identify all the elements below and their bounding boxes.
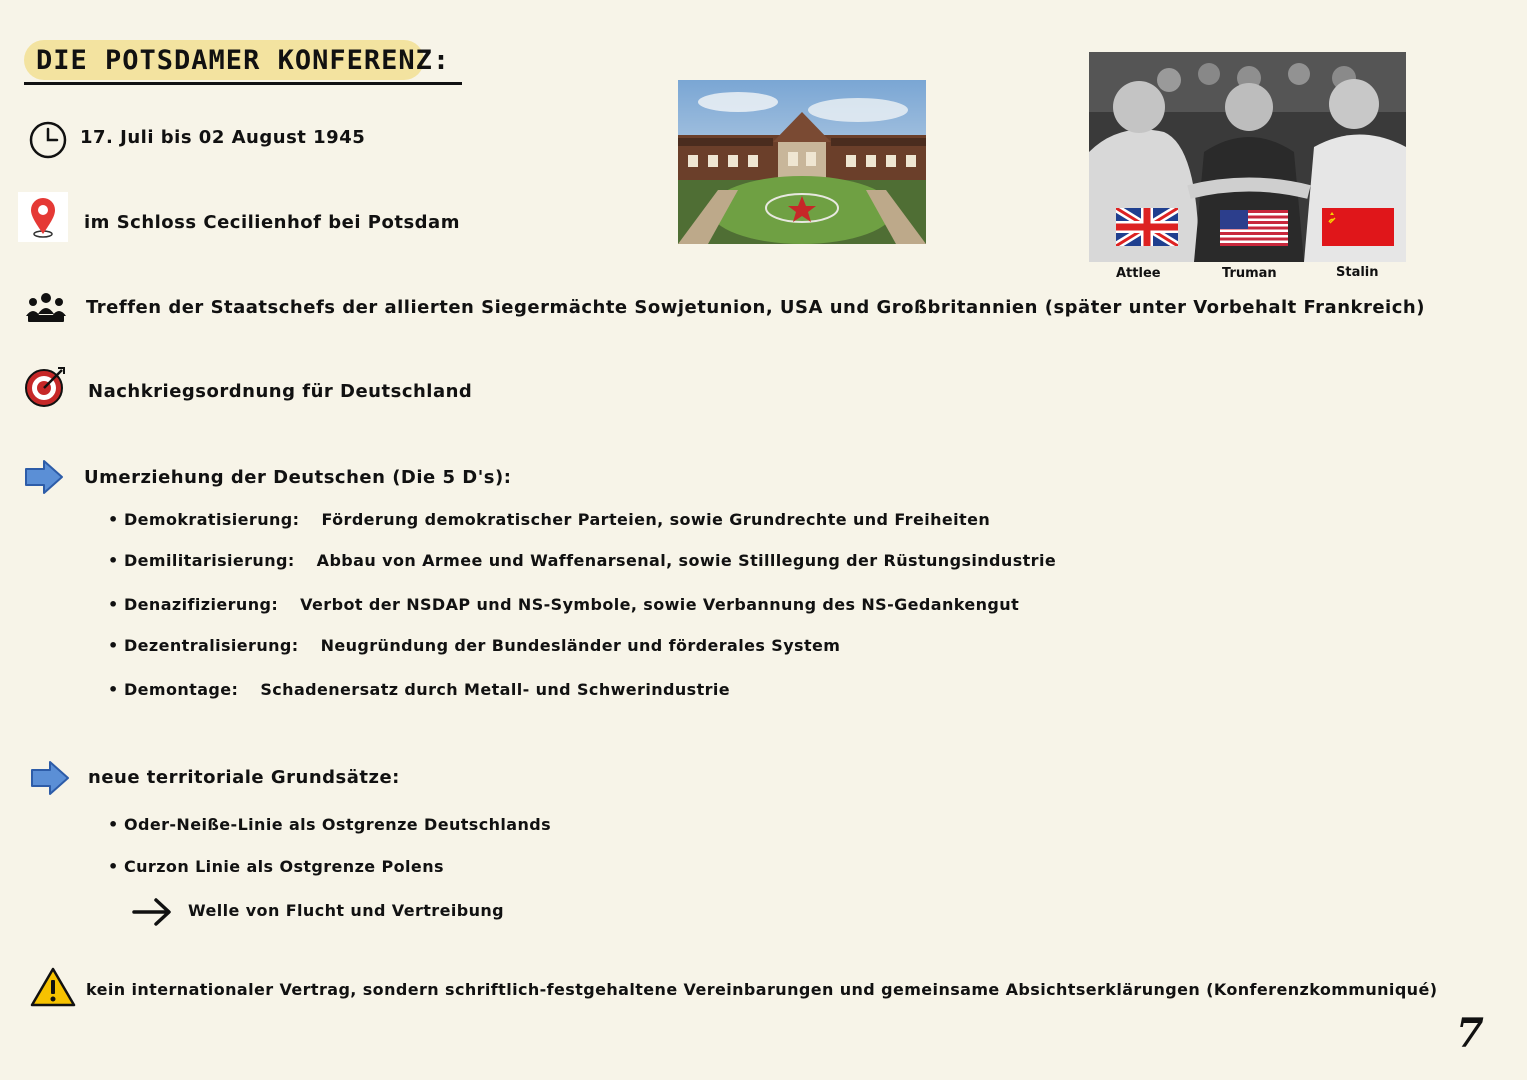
warning-icon: [30, 966, 76, 1012]
page-number: 7: [1456, 1010, 1484, 1057]
list-item: • Denazifizierung: Verbot der NSDAP und NS-Symbole, sowie Verbannung des NS-Gedankengut: [108, 595, 1020, 614]
leader-caption-attlee: Attlee: [1116, 266, 1161, 281]
right-arrow-icon: [132, 896, 172, 932]
group-people-icon: [24, 290, 68, 328]
uk-flag-icon: [1116, 208, 1178, 250]
blue-arrow-icon: [30, 760, 70, 800]
clock-icon: [28, 120, 68, 164]
list-item: • Demokratisierung: Förderung demokratischer Parteien, sowie Grundrechte und Freiheiten: [108, 510, 991, 529]
list-item: • Demilitarisierung: Abbau von Armee und Waffenarsenal, sowie Stilllegung der Rüstungsindustrie: [108, 551, 1057, 570]
page-title: DIE POTSDAMER KONFERENZ:: [24, 40, 462, 85]
cecilienhof-photo: [678, 80, 926, 244]
date-text: 17. Juli bis 02 August 1945: [80, 127, 366, 148]
goal-text: Nachkriegsordnung für Deutschland: [88, 381, 473, 402]
target-icon: [24, 364, 68, 412]
list-item: • Oder-Neiße-Linie als Ostgrenze Deutschlands: [108, 815, 552, 834]
usa-flag-icon: [1220, 210, 1288, 250]
meeting-text: Treffen der Staatschefs der allierten Siegermächte Sowjetunion, USA und Großbritannien (später unter Vorbehalt Frankreich): [86, 297, 1425, 318]
leader-caption-truman: Truman: [1222, 266, 1277, 281]
note-text: kein internationaler Vertrag, sondern schriftlich-festgehaltene Vereinbarungen und gemeinsame Absichtserklärungen (Konferenzkommuniqué): [86, 980, 1438, 999]
list-item: • Curzon Linie als Ostgrenze Polens: [108, 857, 444, 876]
territorial-heading: neue territoriale Grundsätze:: [88, 767, 400, 788]
list-item: • Demontage: Schadenersatz durch Metall- und Schwerindustrie: [108, 680, 731, 699]
location-pin-icon: [18, 192, 68, 242]
title-block: [24, 40, 462, 85]
leader-caption-stalin: Stalin: [1336, 265, 1379, 280]
blue-arrow-icon: [24, 459, 64, 499]
location-text: im Schloss Cecilienhof bei Potsdam: [84, 212, 460, 233]
consequence-text: Welle von Flucht und Vertreibung: [188, 901, 505, 920]
ussr-flag-icon: [1322, 208, 1394, 250]
list-item: • Dezentralisierung: Neugründung der Bundesländer und förderales System: [108, 636, 841, 655]
reeducation-heading: Umerziehung der Deutschen (Die 5 D's):: [84, 467, 512, 488]
